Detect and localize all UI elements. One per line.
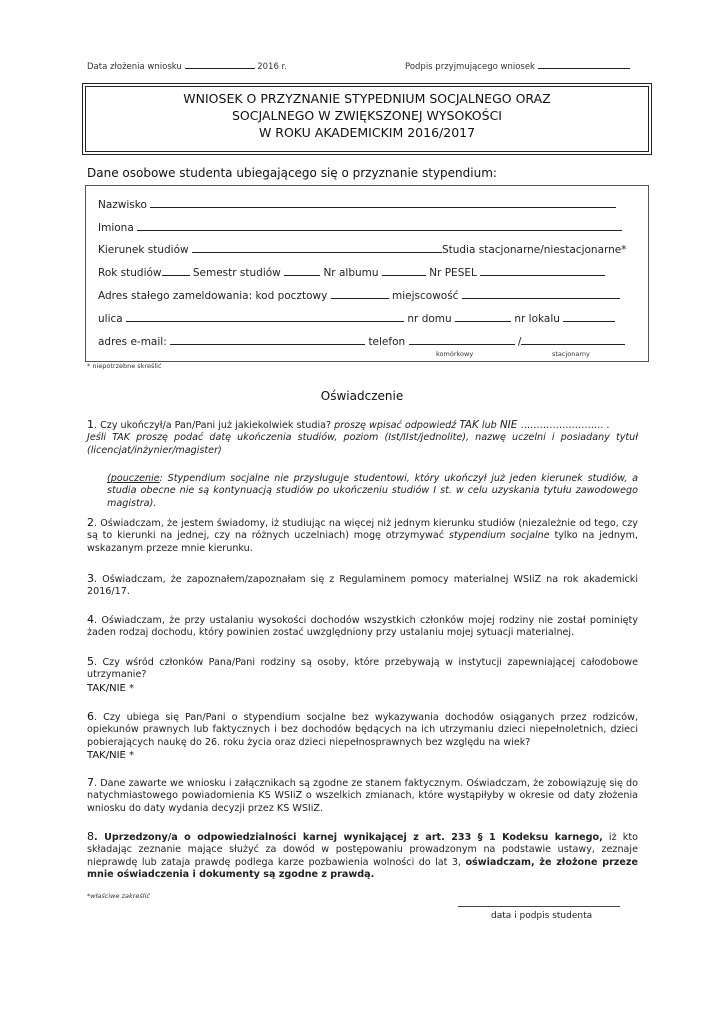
title-box: [85, 86, 649, 152]
year-label: Rok studiów: [98, 267, 162, 279]
street-field[interactable]: [126, 312, 404, 322]
statement-2-text-b: tylko na jednym, wskazanym przeze mnie kierunku.: [87, 530, 638, 554]
statement-1-question: . Czy ukończył/a Pan/Pani już jakiekolwiek studia?: [94, 420, 335, 431]
statement-8-declaration: oświadczam, że złożone przeze mnie oświadczenia i dokumenty są zgodne z prawdą.: [87, 856, 638, 881]
surname-label: Nazwisko: [98, 199, 147, 211]
surname-row: [98, 198, 628, 211]
statement-1-number: 1: [87, 418, 94, 431]
statement-4-text: . Oświadczam, że przy ustalaniu wysokości dochodów wszystkich członków mojej rodziny nie został pominięty żaden rodzaj dochodu, który powinien zostać uwzględniony przy ustalaniu mojej sytuacji materialnej.: [87, 615, 638, 639]
student-signature-label: data i podpis studenta: [491, 911, 593, 921]
footnote-circle: *właściwe zakreślić: [87, 892, 150, 900]
album-field[interactable]: [382, 266, 426, 276]
city-field[interactable]: [462, 289, 620, 299]
pesel-label: Nr PESEL: [429, 267, 477, 279]
statement-1-details: Jeśli TAK proszę podać datę ukończenia studiów, poziom (Ist/IIst/jednolite), nazwę uczelni i posiadany tytuł (licencjat/inżynier/magister): [87, 432, 638, 456]
personal-data-form: [85, 185, 649, 362]
statement-title: Oświadczenie: [320, 389, 404, 403]
note-label: pouczenie: [110, 473, 160, 484]
statement-1-answer-field[interactable]: …………………….. .: [517, 420, 610, 431]
street-row: [98, 312, 628, 325]
statement-8-text: iż kto składając zeznanie mające służyć za dowód w postępowaniu prowadzonym na podstawie ustawy, zeznaje nieprawdę lub zataja prawdę podlega karze pozbawienia wolności do lat 3,: [87, 832, 638, 868]
email-field[interactable]: [170, 335, 365, 345]
landline-phone-field[interactable]: [521, 335, 625, 345]
year-field[interactable]: [162, 266, 190, 276]
receiver-signature: [405, 60, 630, 72]
statement-2-text-a: . Oświadczam, że jestem świadomy, iż studiując na więcej niż jednym kierunku studiów (niezależnie od tego, czy są to kierunki na jednej, czy na różnych uczelniach) mogę otrzymywać: [87, 518, 638, 542]
statement-1-no: NIE: [499, 419, 518, 431]
receiver-signature-field[interactable]: [538, 60, 630, 69]
statement-2-number: 2: [87, 516, 94, 529]
statement-2-scholarship: stypendium socjalne: [448, 530, 550, 542]
statement-1: [87, 419, 638, 457]
street-label: ulica: [98, 313, 123, 325]
names-row: [98, 221, 628, 234]
note-text: : Stypendium socjalne nie przysługuje studentowi, który ukończył już jeden kierunek studiów, a studia obecne nie są kontynuacją studiów po ukończeniu studiów I st. w celu uzyskania tytułu zawodowego magistra).: [107, 473, 638, 509]
contact-row: [98, 335, 628, 348]
statement-7: [87, 777, 638, 815]
phone-label: telefon: [368, 336, 406, 348]
field-of-study-row: [98, 243, 628, 256]
receiver-signature-label: Podpis przyjmującego wniosek: [405, 62, 535, 72]
statement-8: [87, 831, 638, 882]
landline-sublabel: stacjonarny: [552, 350, 590, 358]
statement-4: [87, 614, 638, 640]
mobile-sublabel: komórkowy: [436, 350, 474, 358]
semester-label: Semestr studiów: [192, 267, 281, 279]
statement-8-warning: . Uprzedzony/a o odpowiedzialności karnej wynikającej z art. 233 § 1 Kodeksu karnego,: [94, 832, 603, 843]
title-line-1: WNIOSEK O PRZYZNANIE STYPEDNIUM SOCJALNEGO ORAZ: [183, 91, 551, 106]
statement-4-number: 4: [87, 613, 94, 626]
statement-6-answer[interactable]: TAK/NIE *: [87, 750, 135, 761]
title-line-3: W ROKU AKADEMICKIM 2016/2017: [258, 125, 476, 140]
statement-8-number: 8: [87, 830, 94, 843]
submission-date-label: Data złożenia wniosku: [87, 62, 182, 72]
statement-6-number: 6: [87, 710, 94, 723]
statement-2: [87, 517, 638, 555]
statement-5: [87, 656, 638, 682]
statement-6-text: . Czy ubiega się Pan/Pani o stypendium socjalne bez wykazywania dochodów osiąganych przez rodziców, opiekunów prawnych lub faktycznych i bez dochodów będących na ich utrzymaniu dzieci niepełnoletnich, dzieci pobierających naukę do 26. roku życia oraz dzieci niepełnosprawnych bez względu na wiek?: [87, 712, 638, 748]
flat-number-label: nr lokalu: [514, 313, 560, 325]
names-field[interactable]: [137, 221, 622, 231]
city-label: miejscowość: [392, 290, 459, 302]
statement-5-answer[interactable]: TAK/NIE *: [87, 683, 135, 694]
title-line-2: SOCJALNEGO W ZWIĘKSZONEJ WYSOKOŚCI: [232, 108, 502, 123]
statement-1-instruction: proszę wpisać odpowiedź: [334, 420, 460, 431]
postal-code-label: Adres stałego zameldowania: kod pocztowy: [98, 290, 328, 302]
statement-1-yes: TAK: [459, 419, 479, 431]
statement-7-text: . Dane zawarte we wniosku i załącznikach są zgodne ze stanem faktycznym. Oświadczam, że zobowiązuję się do natychmiastowego powiadomienia KS WSIiZ o wszelkich zmianach, które wystąpiłyby w okresie od daty złożenia wniosku do daty wydania decyzji przez KS WSIiZ.: [87, 778, 638, 814]
personal-data-heading: Dane osobowe studenta ubiegającego się o przyznanie stypendium:: [87, 166, 497, 180]
pesel-field[interactable]: [480, 266, 605, 276]
student-signature-field[interactable]: [458, 905, 620, 907]
field-of-study-label: Kierunek studiów: [98, 244, 189, 256]
names-label: Imiona: [98, 222, 134, 234]
house-number-label: nr domu: [407, 313, 452, 325]
statement-3-text: . Oświadczam, że zapoznałem/zapoznałam się z Regulaminem pomocy materialnej WSIiZ na rok akademicki 2016/17.: [87, 574, 638, 598]
statement-6: [87, 711, 638, 749]
email-label: adres e-mail:: [98, 336, 167, 348]
study-mode-label[interactable]: Studia stacjonarne/niestacjonarne*: [441, 244, 627, 256]
statement-5-number: 5: [87, 655, 94, 668]
address-row: [98, 289, 628, 302]
footnote-strike: * niepotrzebne skreślić: [87, 362, 162, 370]
mobile-phone-field[interactable]: [409, 335, 515, 345]
submission-date-field[interactable]: [185, 60, 255, 69]
statement-7-number: 7: [87, 776, 94, 789]
statement-3: [87, 573, 638, 599]
semester-field[interactable]: [284, 266, 320, 276]
statement-1-or: lub: [478, 420, 500, 431]
album-label: Nr albumu: [323, 267, 379, 279]
phone-separator: /: [517, 336, 522, 348]
submission-date: [87, 60, 287, 72]
statement-1-note: (pouczenie: Stypendium socjalne nie przysługuje studentowi, który ukończył już jeden kierunek studiów, a studia obecne nie są kontynuacją studiów po ukończeniu studiów I st. w celu uzyskania tytułu zawodowego magistra).: [107, 473, 638, 509]
flat-number-field[interactable]: [563, 312, 615, 322]
postal-code-field[interactable]: [331, 289, 389, 299]
statement-3-number: 3: [87, 572, 94, 585]
surname-field[interactable]: [150, 198, 616, 208]
field-of-study-field[interactable]: [192, 243, 442, 253]
submission-year: 2016 r.: [257, 62, 287, 72]
study-details-row: [98, 266, 628, 279]
statement-5-text: . Czy wśród członków Pana/Pani rodziny są osoby, które przebywają w instytucji zapewniającej całodobowe utrzymanie?: [87, 657, 638, 681]
house-number-field[interactable]: [455, 312, 511, 322]
